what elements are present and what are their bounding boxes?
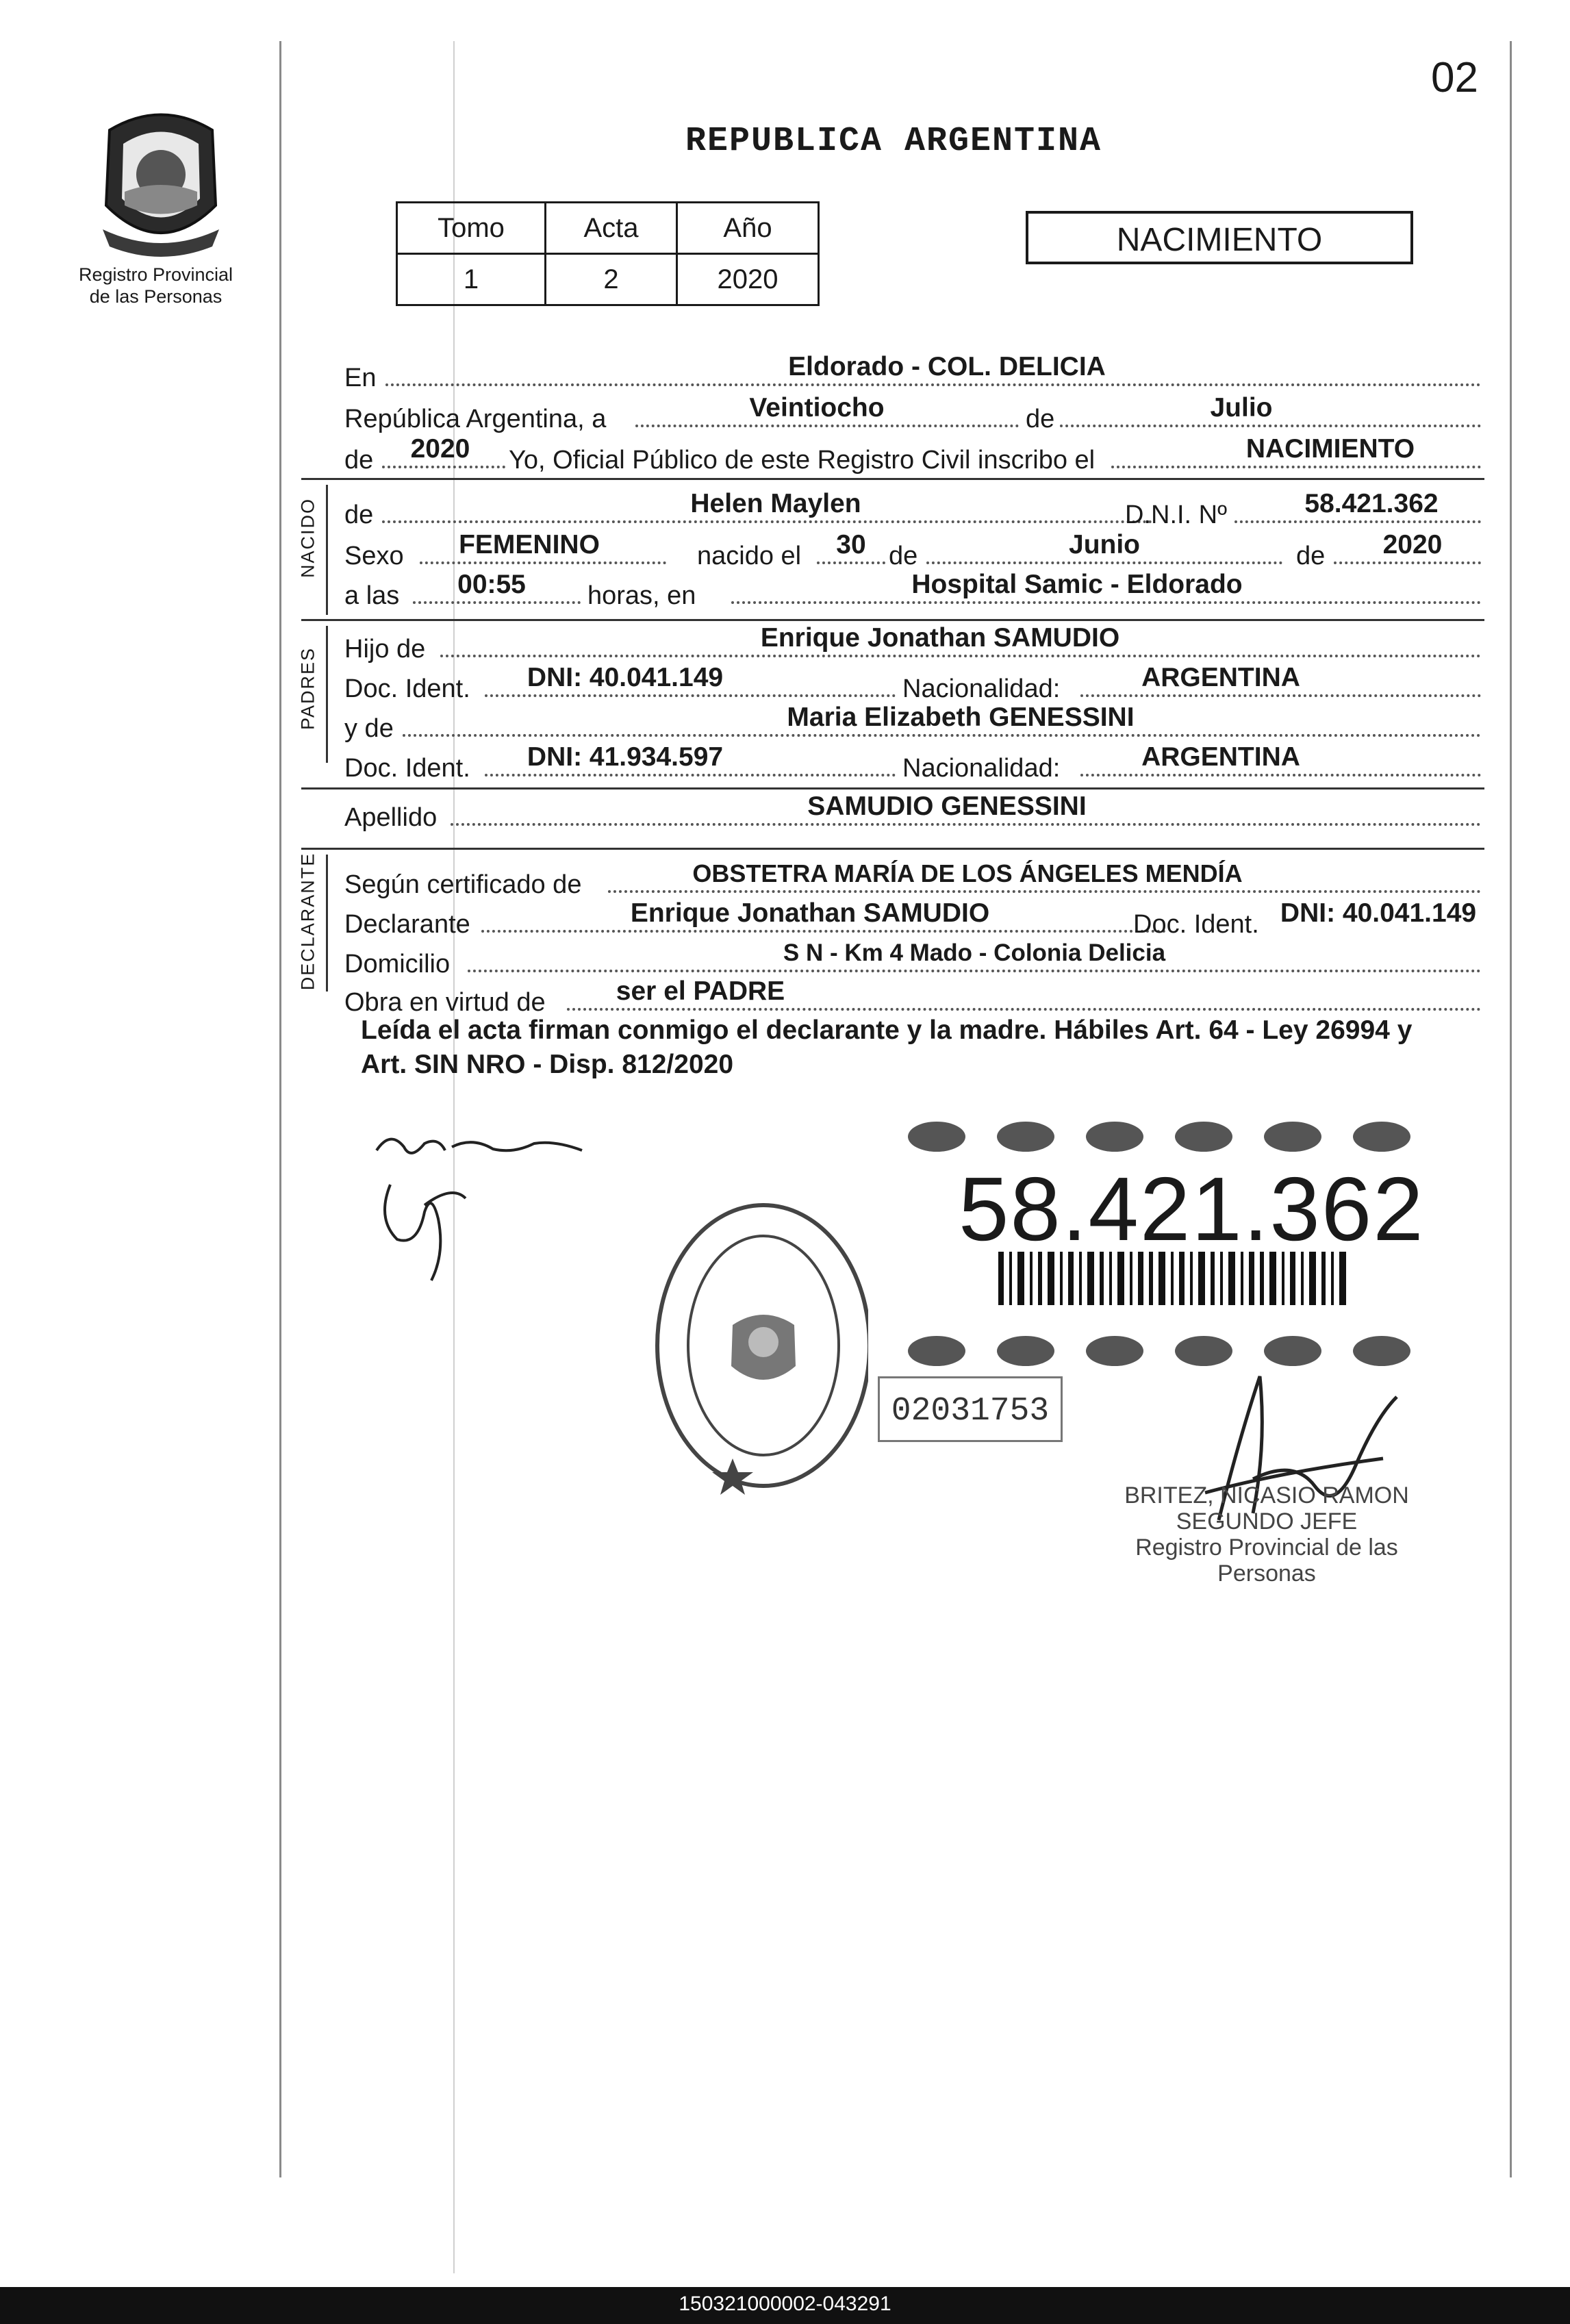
dotted-line bbox=[382, 520, 1152, 523]
label-doc-ident-3: Doc. Ident. bbox=[1133, 910, 1259, 939]
row-padre-doc bbox=[344, 663, 1484, 704]
label-de3: de bbox=[889, 542, 918, 570]
dotted-line bbox=[451, 823, 1481, 826]
row-declarante bbox=[344, 898, 1484, 939]
value-domicilio: S N - Km 4 Mado - Colonia Delicia bbox=[783, 939, 1166, 966]
tomo-value: 1 bbox=[397, 254, 546, 305]
value-madre-nac: ARGENTINA bbox=[1141, 742, 1300, 772]
dotted-line bbox=[420, 561, 666, 564]
declarante-bar bbox=[326, 855, 328, 992]
dotted-line bbox=[567, 1008, 1481, 1011]
label-apellido: Apellido bbox=[344, 803, 438, 832]
page-number: 02 bbox=[1431, 54, 1478, 101]
value-apellido: SAMUDIO GENESSINI bbox=[807, 792, 1087, 821]
footer-code: 150321000002-043291 bbox=[679, 2293, 891, 2315]
dotted-line bbox=[485, 694, 896, 697]
dotted-line bbox=[1111, 466, 1481, 468]
side-label-declarante: DECLARANTE bbox=[297, 852, 318, 991]
value-acto: NACIMIENTO bbox=[1245, 434, 1415, 464]
label-nacido-el: nacido el bbox=[697, 542, 802, 570]
delegation-stamp bbox=[650, 1195, 876, 1496]
dotted-line bbox=[635, 425, 1019, 427]
dotted-line bbox=[403, 734, 1481, 737]
tomo-header: Tomo bbox=[397, 203, 546, 254]
row-sexo bbox=[344, 530, 1484, 571]
act-type-box: NACIMIENTO bbox=[1026, 211, 1413, 264]
closing-statement: Leída el acta firman conmigo el declarante y la madre. Hábiles Art. 64 - Ley 26994 y Art. SIN NRO - Disp. 812/2020 bbox=[361, 1015, 1413, 1079]
misiones-emblem bbox=[82, 103, 240, 260]
acta-header: Acta bbox=[546, 203, 677, 254]
dotted-line bbox=[926, 561, 1282, 564]
value-madre-dni: DNI: 41.934.597 bbox=[527, 742, 724, 772]
value-declarante-dni: DNI: 40.041.149 bbox=[1280, 898, 1477, 928]
nacido-bar bbox=[326, 485, 328, 615]
label-nacionalidad-1: Nacionalidad: bbox=[902, 674, 1061, 703]
officer-name: BRITEZ, NICASIO RAMON bbox=[1124, 1482, 1409, 1508]
label-doc-ident-2: Doc. Ident. bbox=[344, 754, 470, 783]
label-en: En bbox=[344, 364, 377, 392]
value-dni: 58.421.362 bbox=[1304, 489, 1439, 518]
agency-name bbox=[65, 264, 246, 307]
declarant-signature bbox=[363, 1123, 609, 1294]
registry-table bbox=[396, 201, 820, 306]
anio-value: 2020 bbox=[677, 254, 819, 305]
label-de2: de bbox=[344, 446, 374, 475]
dotted-line bbox=[1235, 520, 1481, 523]
value-mes-nac: Junio bbox=[1069, 530, 1140, 559]
value-nombre: Helen Maylen bbox=[690, 489, 861, 518]
value-madre: Maria Elizabeth GENESSINI bbox=[787, 703, 1135, 732]
row-nombre bbox=[344, 489, 1484, 530]
dotted-line bbox=[1060, 425, 1481, 427]
value-sexo: FEMENINO bbox=[459, 530, 600, 559]
margin-line-left bbox=[279, 41, 281, 2177]
label-segun: Según certificado de bbox=[344, 870, 582, 899]
label-de: de bbox=[1026, 405, 1055, 433]
value-declarante: Enrique Jonathan SAMUDIO bbox=[630, 898, 990, 928]
row-certificado bbox=[344, 861, 1484, 900]
label-sexo: Sexo bbox=[344, 542, 404, 570]
label-dni: D.N.I. Nº bbox=[1125, 501, 1227, 529]
dotted-line bbox=[413, 601, 581, 604]
agency-line-2: de las Personas bbox=[89, 286, 223, 307]
label-obra: Obra en virtud de bbox=[344, 988, 546, 1017]
row-inscripcion bbox=[344, 434, 1484, 475]
section-divider bbox=[301, 619, 1484, 621]
label-declarante: Declarante bbox=[344, 910, 470, 939]
dotted-line bbox=[1080, 694, 1481, 697]
row-padre bbox=[344, 623, 1484, 664]
value-padre-nac: ARGENTINA bbox=[1141, 663, 1300, 692]
section-divider bbox=[301, 478, 1484, 480]
dotted-line bbox=[731, 601, 1481, 604]
value-obra: ser el PADRE bbox=[616, 976, 785, 1006]
padres-bar bbox=[326, 626, 328, 763]
row-madre-doc bbox=[344, 742, 1484, 783]
label-horas-en: horas, en bbox=[587, 581, 696, 610]
control-number: 02031753 bbox=[878, 1376, 1063, 1442]
value-lugar: Eldorado - COL. DELICIA bbox=[788, 352, 1106, 381]
acta-value: 2 bbox=[546, 254, 677, 305]
side-label-nacido: NACIDO bbox=[297, 498, 318, 579]
label-yo-oficial: Yo, Oficial Público de este Registro Civil inscribo el bbox=[509, 446, 1096, 475]
dotted-line bbox=[817, 561, 885, 564]
value-padre: Enrique Jonathan SAMUDIO bbox=[760, 623, 1120, 653]
margin-line-right bbox=[1510, 41, 1512, 2177]
value-mes: Julio bbox=[1210, 393, 1273, 422]
anio-header: Año bbox=[677, 203, 819, 254]
value-hora: 00:55 bbox=[457, 570, 526, 599]
value-dia-nac: 30 bbox=[836, 530, 866, 559]
dotted-line bbox=[440, 655, 1481, 657]
value-certificado: OBSTETRA MARÍA DE LOS ÁNGELES MENDÍA bbox=[692, 859, 1243, 887]
label-domicilio: Domicilio bbox=[344, 950, 451, 978]
row-lugar bbox=[344, 352, 1484, 393]
label-nacionalidad-2: Nacionalidad: bbox=[902, 754, 1061, 783]
label-y-de: y de bbox=[344, 714, 394, 743]
dotted-line bbox=[481, 930, 1166, 933]
section-divider bbox=[301, 848, 1484, 850]
label-republica: República Argentina, a bbox=[344, 405, 607, 433]
dotted-line bbox=[382, 466, 505, 468]
value-anio: 2020 bbox=[410, 434, 470, 464]
dotted-line bbox=[1080, 774, 1481, 776]
dotted-line bbox=[385, 383, 1481, 386]
dotted-line bbox=[608, 890, 1481, 893]
row-fecha bbox=[344, 393, 1484, 434]
side-label-padres: PADRES bbox=[297, 646, 318, 731]
row-domicilio bbox=[344, 941, 1484, 979]
agency-line-1: Registro Provincial bbox=[78, 264, 233, 285]
dotted-line bbox=[485, 774, 896, 776]
row-madre bbox=[344, 705, 1484, 744]
dni-sticker-number: 58.421.362 bbox=[959, 1159, 1425, 1259]
label-de4: de bbox=[1296, 542, 1326, 570]
dotted-line bbox=[468, 970, 1481, 972]
label-doc-ident-1: Doc. Ident. bbox=[344, 674, 470, 703]
officer-block bbox=[1102, 1482, 1431, 1587]
value-padre-dni: DNI: 40.041.149 bbox=[527, 663, 724, 692]
label-de-nacido: de bbox=[344, 501, 374, 529]
row-obra bbox=[344, 976, 1484, 1018]
value-dia: Veintiocho bbox=[749, 393, 885, 422]
value-lugar-nac: Hospital Samic - Eldorado bbox=[911, 570, 1243, 599]
officer-agency: Registro Provincial de las Personas bbox=[1135, 1534, 1398, 1587]
document-title: REPUBLICA ARGENTINA bbox=[685, 122, 1102, 161]
label-hijo-de: Hijo de bbox=[344, 635, 426, 664]
value-anio-nac: 2020 bbox=[1382, 530, 1443, 559]
label-a-las: a las bbox=[344, 581, 400, 610]
row-apellido bbox=[344, 794, 1484, 833]
section-divider bbox=[301, 787, 1484, 790]
dotted-line bbox=[1334, 561, 1481, 564]
row-hora-lugar bbox=[344, 572, 1484, 611]
officer-role: SEGUNDO JEFE bbox=[1176, 1508, 1358, 1534]
